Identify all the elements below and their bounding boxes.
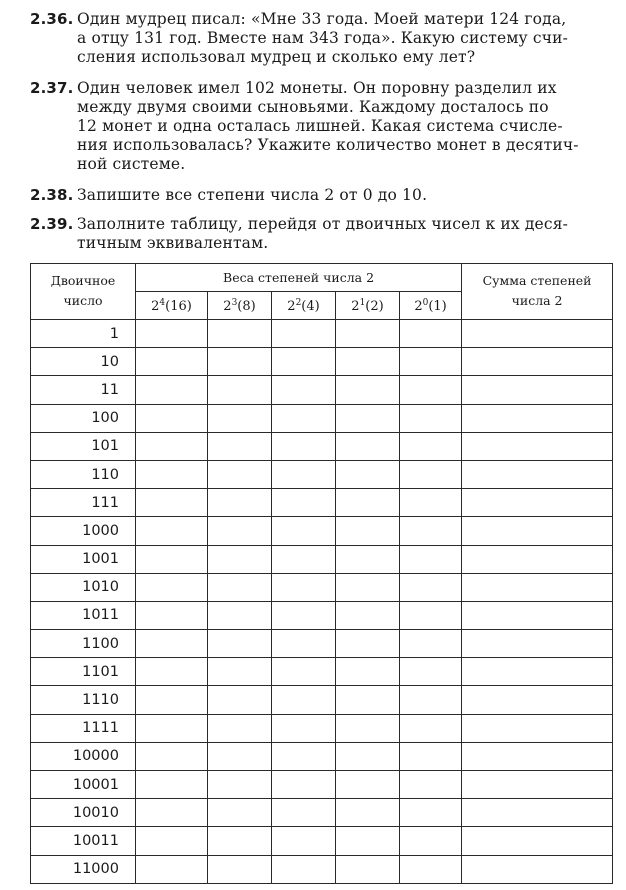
weight-answer-cell[interactable] — [336, 686, 400, 714]
weight-answer-cell[interactable] — [272, 320, 336, 348]
weight-answer-cell[interactable] — [208, 489, 272, 517]
weight-answer-cell[interactable] — [208, 686, 272, 714]
problem-number: 2.36. — [30, 10, 74, 28]
problem-text-line: между двумя своими сыновьями. Каждому досталось по — [77, 98, 549, 116]
binary-number-header: Двоичное число — [31, 264, 136, 320]
problem-text-line: ния использовалась? Укажите количество монет в десятич- — [77, 136, 579, 154]
sum-answer-cell[interactable] — [462, 601, 613, 629]
weight-answer-cell[interactable] — [272, 658, 336, 686]
sum-answer-cell[interactable] — [462, 799, 613, 827]
sum-answer-cell[interactable] — [462, 714, 613, 742]
table-row — [31, 686, 613, 714]
weight-answer-cell[interactable] — [136, 376, 208, 404]
weight-answer-cell[interactable] — [400, 489, 462, 517]
weight-answer-cell[interactable] — [136, 348, 208, 376]
weight-answer-cell[interactable] — [272, 601, 336, 629]
weight-answer-cell[interactable] — [136, 320, 208, 348]
problem-text-line: Запишите все степени числа 2 от 0 до 10. — [77, 186, 428, 204]
binary-number-cell: 11000 — [31, 855, 136, 883]
problem-text-line: сления использовал мудрец и сколько ему лет? — [77, 48, 476, 66]
weight-answer-cell[interactable] — [400, 714, 462, 742]
weight-answer-cell[interactable] — [136, 714, 208, 742]
weight-answer-cell[interactable] — [400, 686, 462, 714]
table-row — [31, 432, 613, 460]
weight-answer-cell[interactable] — [400, 376, 462, 404]
table-row — [31, 348, 613, 376]
weight-answer-cell[interactable] — [208, 545, 272, 573]
weight-answer-cell[interactable] — [272, 376, 336, 404]
sum-answer-cell[interactable] — [462, 545, 613, 573]
weight-answer-cell[interactable] — [272, 827, 336, 855]
table-row — [31, 630, 613, 658]
weight-answer-cell[interactable] — [136, 799, 208, 827]
binary-number-cell: 10010 — [31, 799, 136, 827]
binary-number-cell: 1 — [31, 320, 136, 348]
weight-answer-cell[interactable] — [208, 348, 272, 376]
table-row — [31, 573, 613, 601]
weight-answer-cell[interactable] — [336, 855, 400, 883]
weight-answer-cell[interactable] — [400, 348, 462, 376]
weight-column-header: $2^2(4)$ — [272, 292, 336, 320]
table-row — [31, 742, 613, 770]
weight-answer-cell[interactable] — [400, 799, 462, 827]
weight-answer-cell[interactable] — [208, 320, 272, 348]
weight-answer-cell[interactable] — [400, 855, 462, 883]
weight-answer-cell[interactable] — [208, 517, 272, 545]
weight-answer-cell[interactable] — [336, 517, 400, 545]
binary-number-cell: 1101 — [31, 658, 136, 686]
problem-text-line: а отцу 131 год. Вместе нам 343 года». Какую систему счи- — [77, 29, 568, 47]
weight-answer-cell[interactable] — [136, 686, 208, 714]
table-row — [31, 771, 613, 799]
weight-answer-cell[interactable] — [272, 432, 336, 460]
binary-number-cell: 1001 — [31, 545, 136, 573]
binary-number-cell: 1011 — [31, 601, 136, 629]
weight-answer-cell[interactable] — [400, 827, 462, 855]
weight-answer-cell[interactable] — [272, 489, 336, 517]
weight-answer-cell[interactable] — [336, 489, 400, 517]
table-row — [31, 545, 613, 573]
weight-answer-cell[interactable] — [136, 573, 208, 601]
weight-answer-cell[interactable] — [336, 742, 400, 770]
weight-answer-cell[interactable] — [272, 517, 336, 545]
sum-answer-cell[interactable] — [462, 320, 613, 348]
binary-number-cell: 101 — [31, 432, 136, 460]
weight-answer-cell[interactable] — [400, 545, 462, 573]
problem-2-39 — [30, 215, 610, 253]
weight-answer-cell[interactable] — [272, 855, 336, 883]
weight-answer-cell[interactable] — [136, 404, 208, 432]
weight-answer-cell[interactable] — [136, 855, 208, 883]
table-row — [31, 714, 613, 742]
weight-answer-cell[interactable] — [400, 320, 462, 348]
weight-answer-cell[interactable] — [400, 404, 462, 432]
weight-answer-cell[interactable] — [272, 630, 336, 658]
weight-answer-cell[interactable] — [272, 742, 336, 770]
table-row — [31, 376, 613, 404]
weight-answer-cell[interactable] — [336, 573, 400, 601]
weight-answer-cell[interactable] — [136, 658, 208, 686]
problem-number: 2.38. — [30, 186, 74, 204]
weight-answer-cell[interactable] — [208, 404, 272, 432]
sum-answer-cell[interactable] — [462, 742, 613, 770]
weight-column-header: $2^4(16)$ — [136, 292, 208, 320]
sum-answer-cell[interactable] — [462, 658, 613, 686]
sum-answer-cell[interactable] — [462, 489, 613, 517]
weight-answer-cell[interactable] — [272, 460, 336, 488]
binary-number-cell: 10000 — [31, 742, 136, 770]
sum-answer-cell[interactable] — [462, 771, 613, 799]
problem-text-line: 12 монет и одна осталась лишней. Какая система счисле- — [77, 117, 563, 135]
weight-column-header: $2^1(2)$ — [336, 292, 400, 320]
weight-answer-cell[interactable] — [336, 714, 400, 742]
weight-answer-cell[interactable] — [336, 771, 400, 799]
sum-of-powers-header: Сумма степеней числа 2 — [462, 264, 613, 320]
weight-answer-cell[interactable] — [136, 517, 208, 545]
weight-answer-cell[interactable] — [336, 404, 400, 432]
problem-text-line: тичным эквивалентам. — [77, 234, 269, 252]
weight-answer-cell[interactable] — [400, 517, 462, 545]
binary-number-cell: 11 — [31, 376, 136, 404]
sum-answer-cell[interactable] — [462, 348, 613, 376]
weight-column-header: $2^3(8)$ — [208, 292, 272, 320]
weight-answer-cell[interactable] — [336, 432, 400, 460]
weight-column-header: $2^0(1)$ — [400, 292, 462, 320]
weight-answer-cell[interactable] — [208, 460, 272, 488]
weight-answer-cell[interactable] — [136, 630, 208, 658]
weight-answer-cell[interactable] — [208, 855, 272, 883]
weight-answer-cell[interactable] — [400, 460, 462, 488]
sum-answer-cell[interactable] — [462, 432, 613, 460]
weight-answer-cell[interactable] — [136, 601, 208, 629]
weight-answer-cell[interactable] — [136, 432, 208, 460]
weight-answer-cell[interactable] — [136, 489, 208, 517]
sum-answer-cell[interactable] — [462, 460, 613, 488]
weight-answer-cell[interactable] — [208, 771, 272, 799]
binary-number-cell: 1010 — [31, 573, 136, 601]
problem-2-38 — [30, 186, 610, 205]
weight-answer-cell[interactable] — [400, 771, 462, 799]
table-row — [31, 460, 613, 488]
weight-answer-cell[interactable] — [400, 573, 462, 601]
weight-answer-cell[interactable] — [208, 658, 272, 686]
weight-answer-cell[interactable] — [272, 404, 336, 432]
weight-answer-cell[interactable] — [272, 545, 336, 573]
sum-answer-cell[interactable] — [462, 827, 613, 855]
problem-text-line: Один мудрец писал: «Мне 33 года. Моей матери 124 года, — [77, 10, 567, 28]
weight-answer-cell[interactable] — [136, 460, 208, 488]
weight-answer-cell[interactable] — [272, 714, 336, 742]
sum-answer-cell[interactable] — [462, 376, 613, 404]
weight-answer-cell[interactable] — [336, 376, 400, 404]
weight-answer-cell[interactable] — [400, 630, 462, 658]
weight-answer-cell[interactable] — [336, 460, 400, 488]
weight-answer-cell[interactable] — [208, 432, 272, 460]
binary-number-cell: 100 — [31, 404, 136, 432]
weight-answer-cell[interactable] — [336, 348, 400, 376]
weight-answer-cell[interactable] — [336, 827, 400, 855]
binary-number-cell: 110 — [31, 460, 136, 488]
weight-answer-cell[interactable] — [272, 686, 336, 714]
binary-number-cell: 1111 — [31, 714, 136, 742]
weight-answer-cell[interactable] — [336, 799, 400, 827]
table-row — [31, 827, 613, 855]
weight-answer-cell[interactable] — [208, 742, 272, 770]
weight-answer-cell[interactable] — [400, 432, 462, 460]
weight-answer-cell[interactable] — [136, 771, 208, 799]
binary-number-cell: 1000 — [31, 517, 136, 545]
sum-answer-cell[interactable] — [462, 855, 613, 883]
weight-answer-cell[interactable] — [208, 630, 272, 658]
binary-number-cell: 1100 — [31, 630, 136, 658]
table-row — [31, 517, 613, 545]
sum-answer-cell[interactable] — [462, 404, 613, 432]
weight-answer-cell[interactable] — [136, 827, 208, 855]
weight-answer-cell[interactable] — [272, 573, 336, 601]
sum-answer-cell[interactable] — [462, 630, 613, 658]
problem-text-line: Заполните таблицу, перейдя от двоичных чисел к их деся- — [77, 215, 569, 233]
binary-number-cell: 111 — [31, 489, 136, 517]
binary-number-cell: 10011 — [31, 827, 136, 855]
weight-answer-cell[interactable] — [400, 658, 462, 686]
sum-answer-cell[interactable] — [462, 686, 613, 714]
weight-answer-cell[interactable] — [336, 658, 400, 686]
power-weights-header: Веса степеней числа 2 — [136, 264, 462, 292]
problem-text-line: ной системе. — [77, 155, 186, 173]
weight-answer-cell[interactable] — [400, 601, 462, 629]
weight-answer-cell[interactable] — [336, 601, 400, 629]
problem-text-line: Один человек имел 102 монеты. Он поровну разделил их — [77, 79, 557, 97]
weight-answer-cell[interactable] — [208, 714, 272, 742]
binary-number-cell: 10 — [31, 348, 136, 376]
table-row — [31, 404, 613, 432]
weight-answer-cell[interactable] — [336, 630, 400, 658]
weight-answer-cell[interactable] — [208, 799, 272, 827]
weight-answer-cell[interactable] — [208, 376, 272, 404]
weight-answer-cell[interactable] — [336, 320, 400, 348]
binary-number-cell: 1110 — [31, 686, 136, 714]
problem-2-36 — [30, 10, 610, 67]
weight-answer-cell[interactable] — [136, 742, 208, 770]
table-row — [31, 799, 613, 827]
problem-number: 2.39. — [30, 215, 74, 233]
weight-answer-cell[interactable] — [272, 771, 336, 799]
table-row — [31, 320, 613, 348]
weight-answer-cell[interactable] — [208, 827, 272, 855]
problem-number: 2.37. — [30, 79, 74, 97]
weight-answer-cell[interactable] — [208, 601, 272, 629]
table-row — [31, 658, 613, 686]
table-row — [31, 855, 613, 883]
weight-answer-cell[interactable] — [208, 573, 272, 601]
problem-2-37 — [30, 79, 610, 174]
binary-number-cell: 10001 — [31, 771, 136, 799]
table-row — [31, 489, 613, 517]
weight-answer-cell[interactable] — [272, 799, 336, 827]
weight-answer-cell[interactable] — [136, 545, 208, 573]
table-row — [31, 601, 613, 629]
sum-answer-cell[interactable] — [462, 517, 613, 545]
sum-answer-cell[interactable] — [462, 573, 613, 601]
weight-answer-cell[interactable] — [336, 545, 400, 573]
weight-answer-cell[interactable] — [400, 742, 462, 770]
binary-conversion-table — [30, 263, 613, 884]
weight-answer-cell[interactable] — [272, 348, 336, 376]
